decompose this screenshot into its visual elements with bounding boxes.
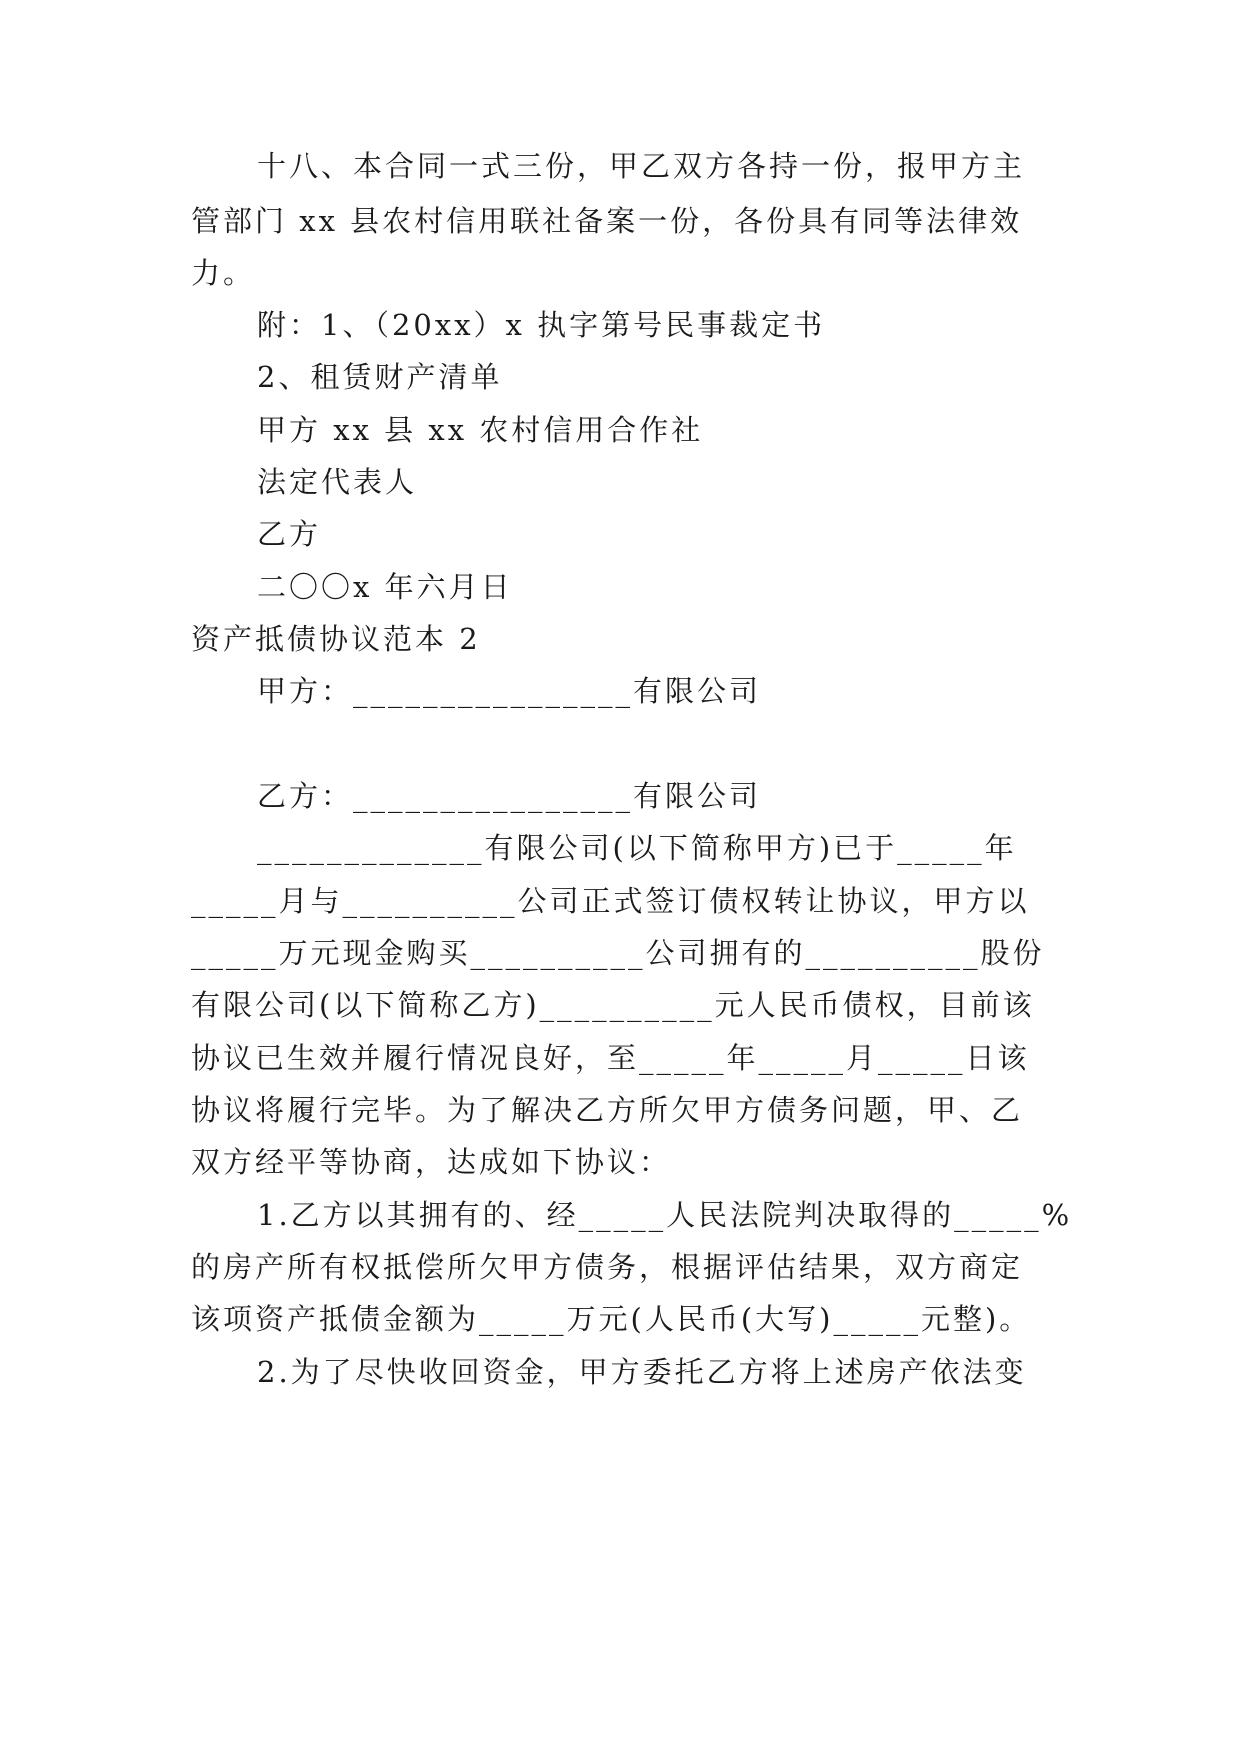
attachment-line: 附：1、（20xx）x 执字第号民事裁定书 [257,308,826,342]
section-title: 资产抵债协议范本 2 [191,622,481,656]
paragraph-line: _____月与__________公司正式签订债权转让协议，甲方以 [191,884,1030,918]
date-line: 二〇〇x 年六月日 [257,570,513,604]
paragraph-line: 协议将履行完毕。为了解决乙方所欠甲方债务问题，甲、乙 [191,1093,1024,1127]
paragraph-line: _____万元现金购买__________公司拥有的__________股份 [191,936,1045,970]
clause-line: 2.为了尽快收回资金，甲方委托乙方将上述房产依法变 [257,1355,1027,1389]
signature-line: 法定代表人 [257,465,418,499]
paragraph-line: 力。 [191,256,256,290]
clause-line: 的房产所有权抵偿所欠甲方债务，根据评估结果，双方商定 [191,1250,1024,1284]
signature-line: 甲方 xx 县 xx 农村信用合作社 [257,413,704,447]
paragraph-line: 协议已生效并履行情况良好，至_____年_____月_____日该 [191,1041,1030,1075]
party-line: 甲方：________________有限公司 [257,674,762,708]
paragraph-line: 管部门 xx 县农村信用联社备案一份，各份具有同等法律效 [191,204,1023,238]
attachment-line: 2、租赁财产清单 [257,360,503,394]
paragraph-line: _____________有限公司(以下简称甲方)已于_____年 [257,831,1017,865]
party-line: 乙方：________________有限公司 [257,779,762,813]
paragraph-line: 十八、本合同一式三份，甲乙双方各持一份，报甲方主 [257,149,1026,183]
clause-line: 该项资产抵债金额为_____万元(人民币(大写)_____元整)。 [191,1302,1032,1336]
signature-line: 乙方 [257,517,322,551]
paragraph-line: 有限公司(以下简称乙方)__________元人民币债权，目前该 [191,988,1035,1022]
paragraph-line: 双方经平等协商，达成如下协议： [191,1145,672,1179]
clause-line: 1.乙方以其拥有的、经_____人民法院判决取得的_____% [257,1198,1073,1232]
